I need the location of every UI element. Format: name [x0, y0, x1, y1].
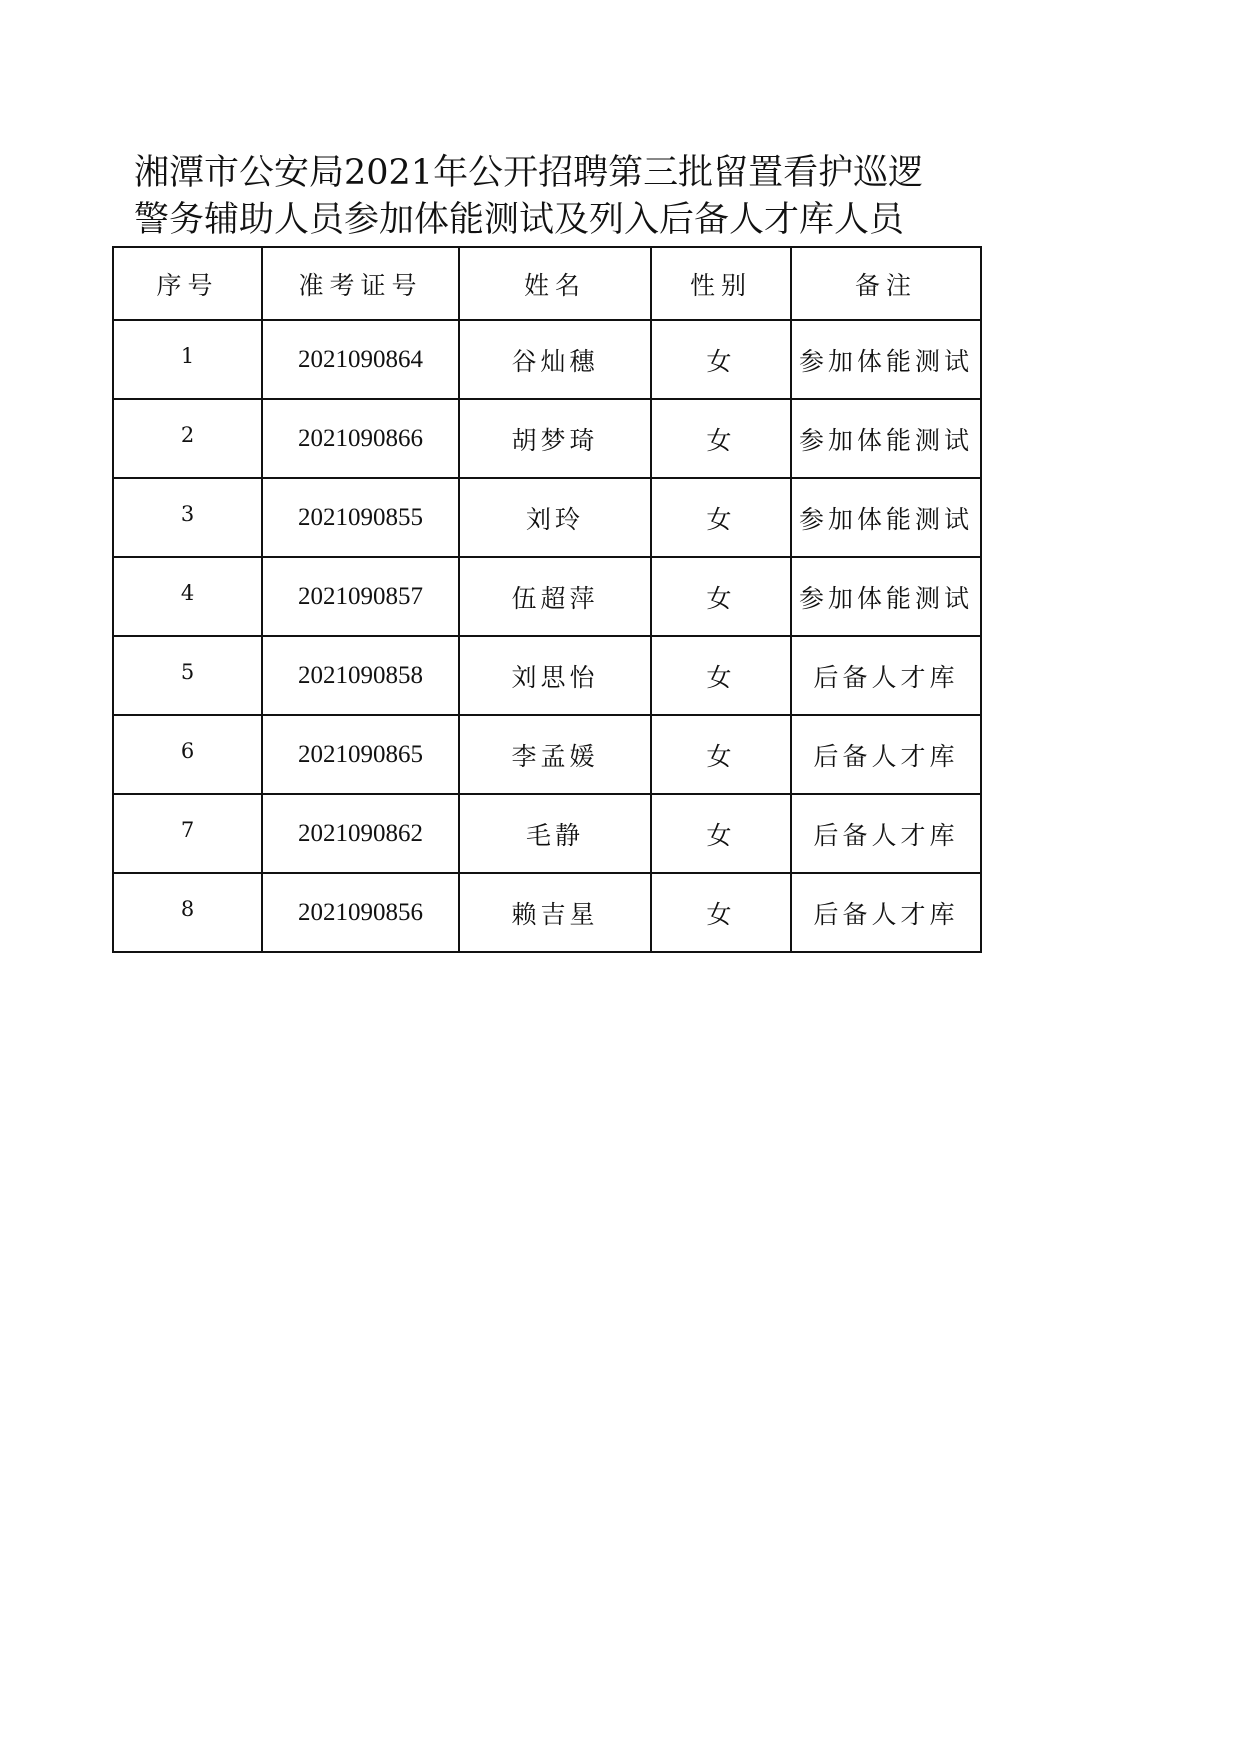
cell-exam-id: 2021090866 [262, 399, 459, 478]
cell-exam-id: 2021090864 [262, 320, 459, 399]
cell-note: 后备人才库 [791, 715, 981, 794]
cell-gender: 女 [651, 794, 791, 873]
table-header-row [113, 247, 981, 320]
table-row [113, 636, 981, 715]
cell-name: 李孟媛 [459, 715, 651, 794]
table-row [113, 399, 981, 478]
cell-gender: 女 [651, 636, 791, 715]
cell-seq: 4 [113, 557, 262, 636]
cell-note: 后备人才库 [791, 873, 981, 952]
cell-exam-id: 2021090865 [262, 715, 459, 794]
cell-gender: 女 [651, 478, 791, 557]
header-exam-id: 准考证号 [262, 247, 459, 320]
cell-seq: 2 [113, 399, 262, 478]
cell-name: 谷灿穗 [459, 320, 651, 399]
cell-exam-id: 2021090856 [262, 873, 459, 952]
header-gender: 性别 [651, 247, 791, 320]
cell-name: 胡梦琦 [459, 399, 651, 478]
cell-name: 伍超萍 [459, 557, 651, 636]
cell-name: 刘思怡 [459, 636, 651, 715]
cell-note: 后备人才库 [791, 636, 981, 715]
cell-gender: 女 [651, 715, 791, 794]
cell-exam-id: 2021090858 [262, 636, 459, 715]
table-row [113, 794, 981, 873]
cell-note: 参加体能测试 [791, 557, 981, 636]
cell-seq: 5 [113, 636, 262, 715]
cell-gender: 女 [651, 399, 791, 478]
document-title [134, 150, 994, 244]
cell-name: 刘玲 [459, 478, 651, 557]
cell-exam-id: 2021090855 [262, 478, 459, 557]
header-name: 姓名 [459, 247, 651, 320]
cell-gender: 女 [651, 320, 791, 399]
table-row [113, 557, 981, 636]
cell-exam-id: 2021090857 [262, 557, 459, 636]
cell-gender: 女 [651, 873, 791, 952]
cell-note: 参加体能测试 [791, 320, 981, 399]
title-line-2: 警务辅助人员参加体能测试及列入后备人才库人员 [134, 200, 905, 240]
cell-seq: 1 [113, 320, 262, 399]
cell-name: 毛静 [459, 794, 651, 873]
candidate-table [112, 246, 982, 953]
header-seq: 序号 [113, 247, 262, 320]
cell-note: 后备人才库 [791, 794, 981, 873]
table-row [113, 320, 981, 399]
cell-note: 参加体能测试 [791, 399, 981, 478]
cell-seq: 8 [113, 873, 262, 952]
header-note: 备注 [791, 247, 981, 320]
table-row [113, 873, 981, 952]
cell-note: 参加体能测试 [791, 478, 981, 557]
cell-name: 赖吉星 [459, 873, 651, 952]
table-row [113, 715, 981, 794]
cell-seq: 3 [113, 478, 262, 557]
cell-gender: 女 [651, 557, 791, 636]
cell-exam-id: 2021090862 [262, 794, 459, 873]
table-row [113, 478, 981, 557]
cell-seq: 7 [113, 794, 262, 873]
cell-seq: 6 [113, 715, 262, 794]
title-line-1: 湘潭市公安局2021年公开招聘第三批留置看护巡逻 [134, 153, 924, 193]
